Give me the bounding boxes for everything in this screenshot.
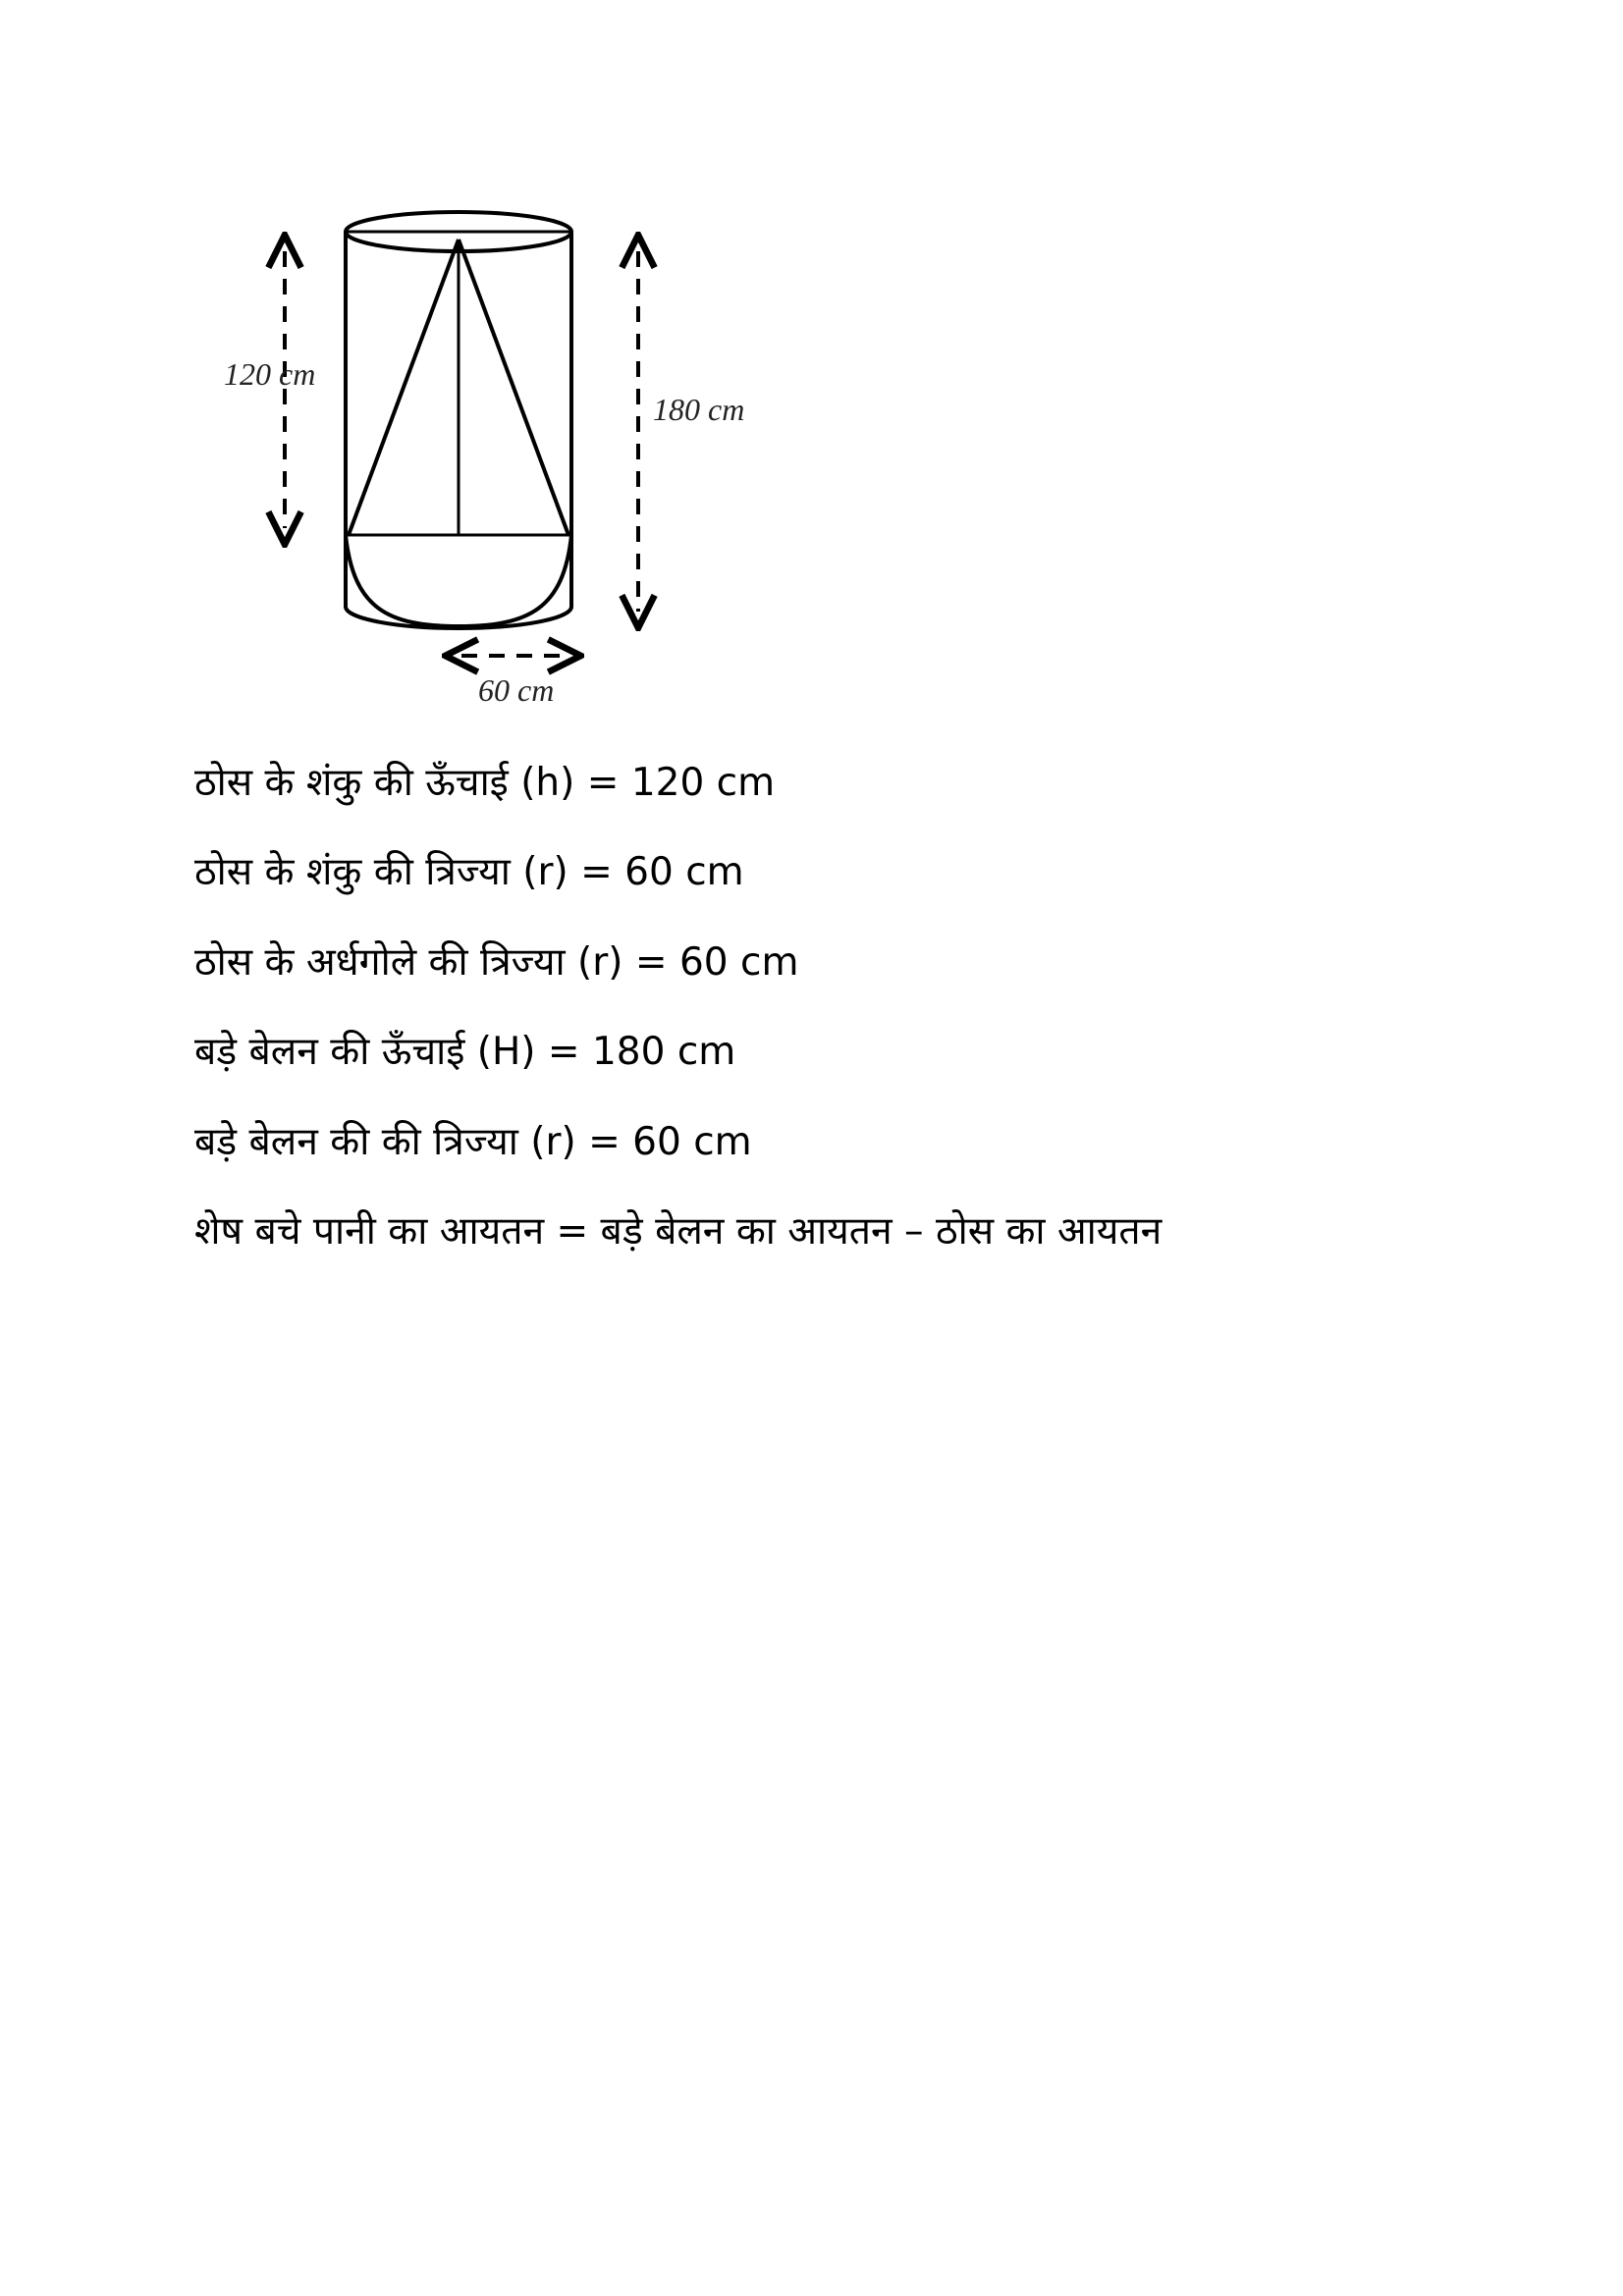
cylinder-height-label: 180 cm [653,392,745,427]
cone-height-text: ठोस के शंकु की ऊँचाई (h) = 120 cm [194,761,776,805]
cone-left-slant [349,240,459,535]
diagram-svg [206,206,776,717]
cylinder-radius-text: बड़े बेलन की की त्रिज्या (r) = 60 cm [194,1120,752,1164]
cone-height-label: 120 cm [224,356,316,392]
cylinder-height-text: बड़े बेलन की ऊँचाई (H) = 180 cm [194,1030,736,1074]
hemisphere-arc [346,535,571,626]
cylinder-cone-hemisphere-diagram [206,206,776,717]
cone-radius-text: ठोस के शंकु की त्रिज्या (r) = 60 cm [194,850,744,894]
remaining-water-volume-text: शेष बचे पानी का आयतन = बड़े बेलन का आयतन – ठोस का आयतन [194,1209,1163,1254]
radius-label: 60 cm [478,672,555,708]
cone-right-slant [459,240,568,535]
hemisphere-radius-text: ठोस के अर्धगोले की त्रिज्या (r) = 60 cm [194,940,799,985]
